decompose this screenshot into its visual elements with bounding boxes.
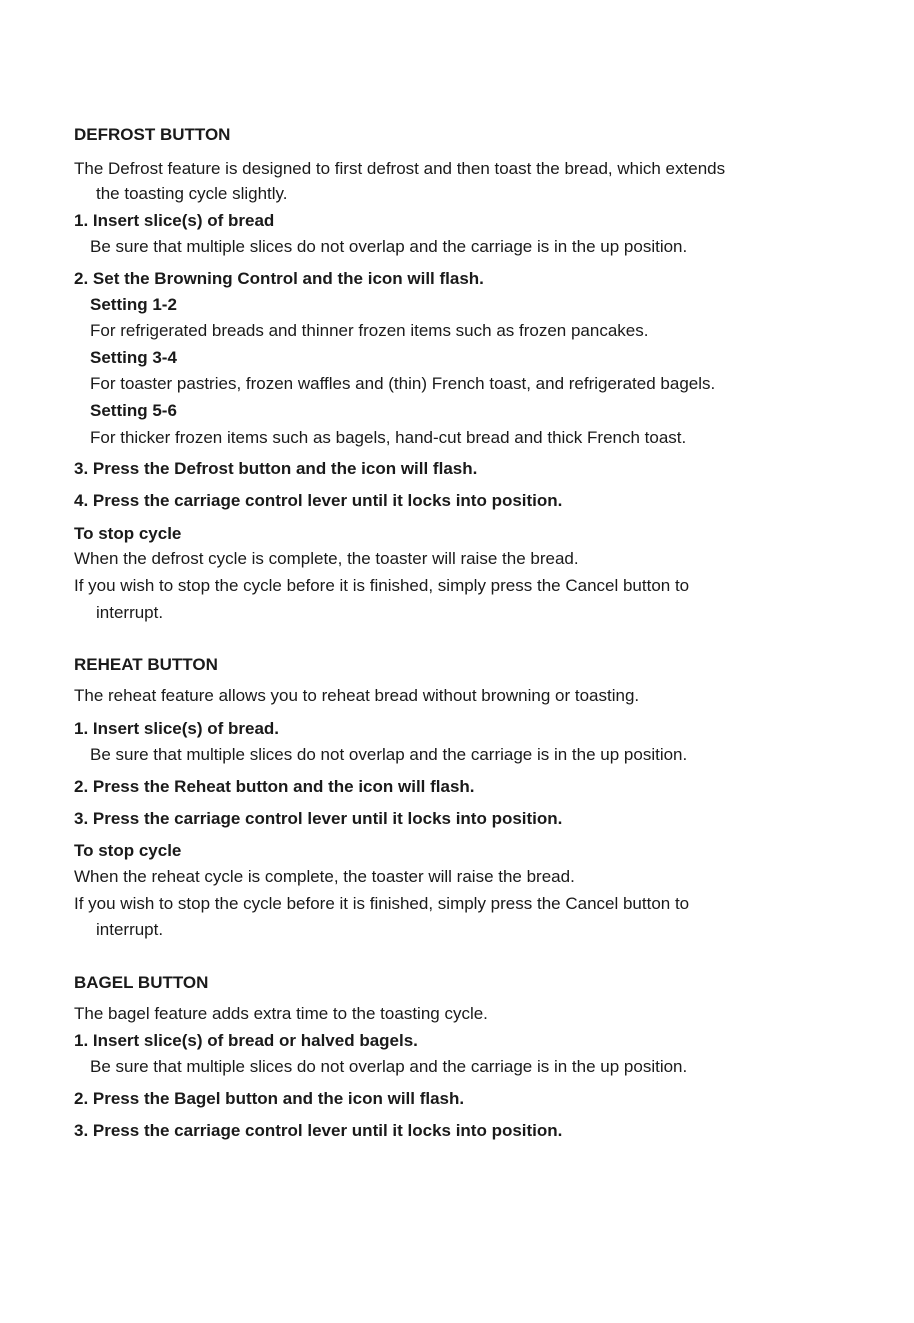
reheat-heading: REHEAT BUTTON [74,655,218,674]
defrost-step1-text: Be sure that multiple slices do not overlap and the carriage is in the up position. [90,237,688,256]
defrost-step1-title: 1. Insert slice(s) of bread [74,211,275,230]
defrost-stop-line3: interrupt. [96,603,164,622]
bagel-intro-line1: The bagel feature adds extra time to the toasting cycle. [74,1004,488,1023]
reheat-stop-title: To stop cycle [74,841,182,860]
defrost-stop-title: To stop cycle [74,524,182,543]
defrost-intro-line1: The Defrost feature is designed to first defrost and then toast the bread, which extends [74,159,726,178]
defrost-step4-title: 4. Press the carriage control lever until it locks into position. [74,491,563,510]
bagel-step1-title: 1. Insert slice(s) of bread or halved bagels. [74,1031,418,1050]
bagel-heading: BAGEL BUTTON [74,973,209,992]
defrost-setting1-title: Setting 1-2 [90,295,177,314]
reheat-intro-line1: The reheat feature allows you to reheat bread without browning or toasting. [74,686,640,705]
reheat-stop-line3: interrupt. [96,920,164,939]
bagel-step2-title: 2. Press the Bagel button and the icon will flash. [74,1089,465,1108]
reheat-stop-line1: When the reheat cycle is complete, the toaster will raise the bread. [74,867,575,886]
reheat-stop-line2: If you wish to stop the cycle before it is finished, simply press the Cancel button to [74,894,690,913]
defrost-step2-title: 2. Set the Browning Control and the icon will flash. [74,269,484,288]
defrost-setting2-title: Setting 3-4 [90,348,177,367]
defrost-stop-line2: If you wish to stop the cycle before it is finished, simply press the Cancel button to [74,576,690,595]
reheat-step3-title: 3. Press the carriage control lever until it locks into position. [74,809,563,828]
reheat-step2-title: 2. Press the Reheat button and the icon will flash. [74,777,475,796]
reheat-step1-title: 1. Insert slice(s) of bread. [74,719,280,738]
defrost-setting2-text: For toaster pastries, frozen waffles and (thin) French toast, and refrigerated bagels. [90,374,716,393]
defrost-step3-title: 3. Press the Defrost button and the icon will flash. [74,459,478,478]
bagel-step1-text: Be sure that multiple slices do not overlap and the carriage is in the up position. [90,1057,688,1076]
defrost-setting3-title: Setting 5-6 [90,401,177,420]
defrost-intro-line2: the toasting cycle slightly. [96,184,288,203]
defrost-heading: DEFROST BUTTON [74,125,231,144]
reheat-step1-text: Be sure that multiple slices do not overlap and the carriage is in the up position. [90,745,688,764]
defrost-setting3-text: For thicker frozen items such as bagels, hand-cut bread and thick French toast. [90,428,687,447]
defrost-setting1-text: For refrigerated breads and thinner frozen items such as frozen pancakes. [90,321,649,340]
bagel-step3-title: 3. Press the carriage control lever until it locks into position. [74,1121,563,1140]
defrost-stop-line1: When the defrost cycle is complete, the toaster will raise the bread. [74,549,579,568]
